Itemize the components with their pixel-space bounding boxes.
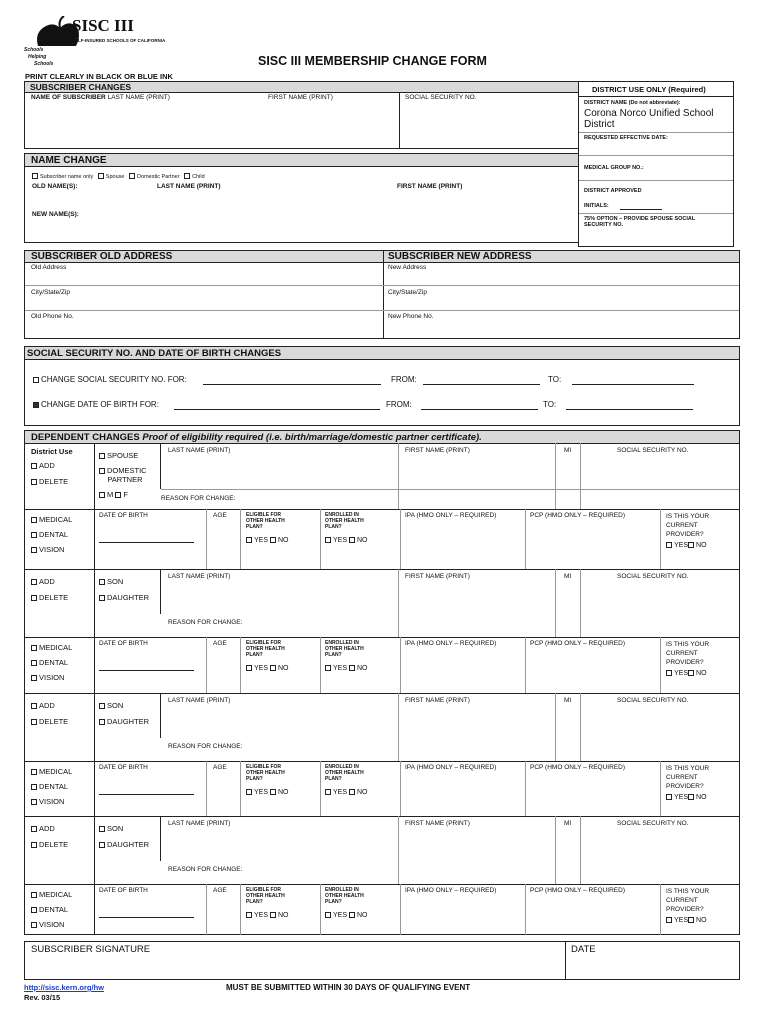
ssn-to-label: TO:	[548, 375, 562, 384]
checkbox-icon	[99, 842, 105, 848]
checkbox-icon	[31, 479, 37, 485]
print-note: PRINT CLEARLY IN BLACK OR BLUE INK	[25, 72, 173, 81]
dependent-3-vision[interactable]: VISION	[31, 797, 64, 806]
subscriber-last-name-input[interactable]	[30, 104, 395, 144]
dependent-4-add[interactable]: ADD	[31, 824, 55, 833]
change-dob-row: CHANGE DATE OF BIRTH FOR:	[33, 400, 159, 409]
logo-side-2: Helping	[28, 54, 47, 60]
checkbox-icon	[349, 537, 355, 543]
ssn-name-line[interactable]	[203, 384, 381, 385]
dependent-3-eligible: ELIGIBLE FOR OTHER HEALTH PLAN?	[246, 764, 285, 782]
option-child[interactable]: Child	[184, 174, 205, 180]
dependent-3-reason[interactable]: REASON FOR CHANGE:	[168, 743, 243, 750]
new-phone-field[interactable]: New Phone No.	[388, 313, 434, 320]
new-names-input[interactable]	[90, 205, 570, 235]
checkbox-icon	[31, 675, 37, 681]
dependent-3-delete[interactable]: DELETE	[31, 717, 68, 726]
checkbox-icon	[31, 532, 37, 538]
checkbox-icon[interactable]	[33, 377, 39, 383]
dependent-1-mi[interactable]: MI	[564, 447, 572, 454]
old-address-field[interactable]: Old Address	[31, 264, 67, 271]
dependent-heading: DEPENDENT CHANGES Proof of eligibility required (i.e. birth/marriage/domestic partner certificate).	[31, 432, 482, 443]
dependent-4-vision[interactable]: VISION	[31, 920, 64, 929]
dependent-2-dob: DATE OF BIRTH	[99, 640, 148, 647]
checkbox-icon	[31, 703, 37, 709]
dependent-2-last-name[interactable]: LAST NAME (PRINT)	[168, 573, 231, 580]
dependent-1-enrolled-yes-no[interactable]: YES NO	[325, 537, 367, 544]
dependent-4-dental[interactable]: DENTAL	[31, 905, 68, 914]
subscriber-ssn-label: SOCIAL SECURITY NO.	[405, 94, 477, 101]
dependent-4-last-name[interactable]: LAST NAME (PRINT)	[168, 820, 231, 827]
new-address-heading: SUBSCRIBER NEW ADDRESS	[388, 251, 532, 262]
checkbox-icon	[99, 492, 105, 498]
dependent-1-current: IS THIS YOUR CURRENT PROVIDER?	[666, 513, 710, 538]
dependent-3-ipa[interactable]: IPA (HMO ONLY – REQUIRED)	[405, 764, 497, 771]
checkbox-icon	[325, 789, 331, 795]
ssn-from-label: FROM:	[391, 375, 417, 384]
sisc-logo	[22, 14, 192, 70]
dependent-2-dental[interactable]: DENTAL	[31, 658, 68, 667]
checkbox-icon	[31, 892, 37, 898]
checkbox-icon	[98, 173, 104, 179]
dependent-2-son[interactable]: SON	[99, 577, 123, 586]
checkbox-icon	[184, 173, 190, 179]
dependent-3-son[interactable]: SON	[99, 701, 123, 710]
dependent-1-delete[interactable]: DELETE	[31, 477, 68, 486]
dependent-1-enrolled: ENROLLED IN OTHER HEALTH PLAN?	[325, 512, 364, 530]
dependent-3-first-name[interactable]: FIRST NAME (PRINT)	[405, 697, 470, 704]
dependent-4-first-name[interactable]: FIRST NAME (PRINT)	[405, 820, 470, 827]
dependent-4-dob-line[interactable]	[99, 917, 194, 918]
name-change-heading: NAME CHANGE	[31, 155, 107, 166]
dependent-3-last-name[interactable]: LAST NAME (PRINT)	[168, 697, 231, 704]
dependent-1-reason[interactable]: REASON FOR CHANGE:	[161, 495, 236, 502]
dependent-4-delete[interactable]: DELETE	[31, 840, 68, 849]
dependent-1-last-name[interactable]: LAST NAME (PRINT)	[168, 447, 231, 454]
initials-label: INITIALS:	[584, 203, 609, 209]
dependent-3-current: IS THIS YOUR CURRENT PROVIDER?	[666, 765, 710, 790]
checkbox-icon	[31, 547, 37, 553]
dependent-3-daughter[interactable]: DAUGHTER	[99, 717, 149, 726]
old-first-name-label: FIRST NAME (PRINT)	[397, 183, 463, 190]
dependent-2-medical[interactable]: MEDICAL	[31, 643, 72, 652]
dependent-1-gender[interactable]: M F	[99, 490, 128, 499]
dependent-1-dental[interactable]: DENTAL	[31, 530, 68, 539]
dependent-3-current-yes-no[interactable]: YES NO	[666, 794, 707, 801]
signature-label: SUBSCRIBER SIGNATURE	[31, 944, 151, 955]
checkbox-checked-icon[interactable]	[33, 402, 39, 408]
dependent-3-dob: DATE OF BIRTH	[99, 764, 148, 771]
checkbox-icon	[31, 719, 37, 725]
dob-from-line[interactable]	[421, 409, 538, 410]
checkbox-icon	[31, 922, 37, 928]
checkbox-icon	[99, 719, 105, 725]
old-phone-field[interactable]: Old Phone No.	[31, 313, 74, 320]
checkbox-icon	[31, 826, 37, 832]
dependent-1-spouse[interactable]: SPOUSE	[99, 451, 138, 460]
dependent-4-eligible-yes-no[interactable]: YES NO	[246, 912, 288, 919]
checkbox-icon	[31, 784, 37, 790]
dependent-3-mi[interactable]: MI	[564, 697, 572, 704]
dependent-2-eligible: ELIGIBLE FOR OTHER HEALTH PLAN?	[246, 640, 285, 658]
name-change-options	[32, 173, 205, 180]
checkbox-icon	[31, 463, 37, 469]
checkbox-icon	[246, 537, 252, 543]
submission-notice: MUST BE SUBMITTED WITHIN 30 DAYS OF QUALIFYING EVENT	[226, 983, 471, 992]
logo-tagline: SELF-INSURED SCHOOLS OF CALIFORNIA	[72, 38, 166, 43]
dependent-1-ipa[interactable]: IPA (HMO ONLY – REQUIRED)	[405, 512, 497, 519]
checkbox-icon	[31, 660, 37, 666]
checkbox-icon	[270, 665, 276, 671]
checkbox-icon	[666, 917, 672, 923]
dependent-2-age[interactable]: AGE	[213, 640, 227, 647]
dependent-1-age[interactable]: AGE	[213, 512, 227, 519]
dependent-4-ipa[interactable]: IPA (HMO ONLY – REQUIRED)	[405, 887, 497, 894]
subscriber-ssn-input[interactable]	[403, 104, 573, 144]
checkbox-icon	[349, 665, 355, 671]
checkbox-icon	[246, 789, 252, 795]
dependent-1-first-name[interactable]: FIRST NAME (PRINT)	[405, 447, 470, 454]
checkbox-icon	[246, 912, 252, 918]
checkbox-icon	[270, 789, 276, 795]
dependent-4-pcp[interactable]: PCP (HMO ONLY – REQUIRED)	[530, 887, 625, 894]
checkbox-icon	[99, 453, 105, 459]
initials-line[interactable]	[620, 209, 662, 210]
checkbox-icon	[270, 912, 276, 918]
dependent-2-enrolled-yes-no[interactable]: YES NO	[325, 665, 367, 672]
effective-date-label: REQUESTED EFFECTIVE DATE:	[584, 135, 668, 141]
logo-side-1: Schools	[24, 47, 44, 53]
dependent-4-son[interactable]: SON	[99, 824, 123, 833]
dependent-1-medical[interactable]: MEDICAL	[31, 515, 72, 524]
new-names-label: NEW NAME(S):	[32, 211, 79, 218]
checkbox-icon	[349, 789, 355, 795]
dependent-3-eligible-yes-no[interactable]: YES NO	[246, 789, 288, 796]
new-city-field[interactable]: City/State/Zip	[388, 289, 428, 296]
checkbox-icon	[31, 645, 37, 651]
checkbox-icon	[31, 595, 37, 601]
dependent-3-pcp[interactable]: PCP (HMO ONLY – REQUIRED)	[530, 764, 625, 771]
medical-group-label: MEDICAL GROUP NO.:	[584, 165, 644, 171]
checkbox-icon	[688, 794, 694, 800]
dependent-2-pcp[interactable]: PCP (HMO ONLY – REQUIRED)	[530, 640, 625, 647]
dependent-3-add[interactable]: ADD	[31, 701, 55, 710]
option-spouse[interactable]: Spouse	[98, 174, 125, 180]
dependent-3-ssn[interactable]: SOCIAL SECURITY NO.	[617, 697, 689, 704]
dependent-1-dob-line[interactable]	[99, 542, 194, 543]
form-title: SISC III MEMBERSHIP CHANGE FORM	[258, 54, 487, 68]
dependent-3-enrolled-yes-no[interactable]: YES NO	[325, 789, 367, 796]
dependent-4-eligible: ELIGIBLE FOR OTHER HEALTH PLAN?	[246, 887, 285, 905]
option-subscriber[interactable]: Subscriber name only	[32, 174, 93, 180]
dependent-3-dob-line[interactable]	[99, 794, 194, 795]
checkbox-icon	[31, 579, 37, 585]
checkbox-icon	[270, 537, 276, 543]
dependent-2-dob-line[interactable]	[99, 670, 194, 671]
checkbox-icon	[99, 826, 105, 832]
dependent-4-enrolled-yes-no[interactable]: YES NO	[325, 912, 367, 919]
checkbox-icon	[129, 173, 135, 179]
dependent-4-medical[interactable]: MEDICAL	[31, 890, 72, 899]
dob-to-line[interactable]	[566, 409, 693, 410]
dob-from-label: FROM:	[386, 400, 412, 409]
dependent-2-ssn[interactable]: SOCIAL SECURITY NO.	[617, 573, 689, 580]
checkbox-icon	[31, 907, 37, 913]
checkbox-icon	[246, 665, 252, 671]
dependent-section	[24, 430, 740, 935]
dependent-4-current: IS THIS YOUR CURRENT PROVIDER?	[666, 888, 710, 913]
dependent-4-age[interactable]: AGE	[213, 887, 227, 894]
website-link[interactable]: http://sisc.kern.org/hw	[24, 983, 105, 992]
address-section	[24, 250, 740, 339]
dependent-2-current-yes-no[interactable]: YES NO	[666, 670, 707, 677]
subscriber-heading: SUBSCRIBER CHANGES	[30, 82, 132, 92]
revision-label: Rev. 03/15	[24, 993, 61, 1002]
change-ssn-row: CHANGE SOCIAL SECURITY NO. FOR:	[33, 375, 187, 384]
dependent-1-domestic-partner[interactable]: DOMESTIC PARTNER	[99, 466, 147, 484]
checkbox-icon	[99, 468, 105, 474]
dependent-1-eligible-yes-no[interactable]: YES NO	[246, 537, 288, 544]
option-domestic-partner[interactable]: Domestic Partner	[129, 174, 180, 180]
date-label: DATE	[571, 944, 596, 955]
checkbox-icon	[325, 665, 331, 671]
checkbox-icon	[325, 537, 331, 543]
dependent-4-ssn[interactable]: SOCIAL SECURITY NO.	[617, 820, 689, 827]
checkbox-icon	[688, 670, 694, 676]
dependent-2-first-name[interactable]: FIRST NAME (PRINT)	[405, 573, 470, 580]
subscriber-name-label: NAME OF SUBSCRIBER LAST NAME (PRINT)	[31, 94, 170, 101]
new-address-field[interactable]: New Address	[388, 264, 427, 271]
dependent-2-add[interactable]: ADD	[31, 577, 55, 586]
dependent-3-age[interactable]: AGE	[213, 764, 227, 771]
logo-name: SISC III	[72, 16, 134, 35]
dependent-2-vision[interactable]: VISION	[31, 673, 64, 682]
dependent-1-vision[interactable]: VISION	[31, 545, 64, 554]
dependent-1-eligible: ELIGIBLE FOR OTHER HEALTH PLAN?	[246, 512, 285, 530]
subscriber-first-label: FIRST NAME (PRINT)	[268, 94, 333, 101]
dependent-1-ssn[interactable]: SOCIAL SECURITY NO.	[617, 447, 689, 454]
checkbox-icon	[31, 799, 37, 805]
dependent-3-dental[interactable]: DENTAL	[31, 782, 68, 791]
old-city-field[interactable]: City/State/Zip	[31, 289, 71, 296]
checkbox-icon	[666, 542, 672, 548]
dob-name-line[interactable]	[174, 409, 380, 410]
ssn-dob-heading: SOCIAL SECURITY NO. AND DATE OF BIRTH CHANGES	[27, 348, 282, 359]
old-names-label: OLD NAME(S):	[32, 183, 78, 190]
dependent-1-pcp[interactable]: PCP (HMO ONLY – REQUIRED)	[530, 512, 625, 519]
checkbox-icon	[99, 595, 105, 601]
dependent-4-mi[interactable]: MI	[564, 820, 572, 827]
dependent-2-daughter[interactable]: DAUGHTER	[99, 593, 149, 602]
checkbox-icon	[31, 842, 37, 848]
ssn-from-line[interactable]	[423, 384, 540, 385]
checkbox-icon	[666, 670, 672, 676]
dependent-1-current-yes-no[interactable]: YES NO	[666, 542, 707, 549]
district-name-label: DISTRICT NAME (Do not abbreviate):	[584, 100, 681, 106]
checkbox-icon	[32, 173, 38, 179]
old-address-heading: SUBSCRIBER OLD ADDRESS	[31, 251, 173, 262]
checkbox-icon	[349, 912, 355, 918]
checkbox-icon	[325, 912, 331, 918]
dependent-1-dob: DATE OF BIRTH	[99, 512, 148, 519]
dependent-4-current-yes-no[interactable]: YES NO	[666, 917, 707, 924]
checkbox-icon	[688, 542, 694, 548]
dependent-4-enrolled: ENROLLED IN OTHER HEALTH PLAN?	[325, 887, 364, 905]
dependent-2-enrolled: ENROLLED IN OTHER HEALTH PLAN?	[325, 640, 364, 658]
dob-to-label: TO:	[543, 400, 557, 409]
dependent-4-daughter[interactable]: DAUGHTER	[99, 840, 149, 849]
district-heading: DISTRICT USE ONLY (Required)	[592, 85, 706, 94]
dependent-2-eligible-yes-no[interactable]: YES NO	[246, 665, 288, 672]
old-last-name-label: LAST NAME (PRINT)	[157, 183, 221, 190]
logo-side-3: Schools	[34, 61, 54, 67]
checkbox-icon	[31, 517, 37, 523]
dependent-2-mi[interactable]: MI	[564, 573, 572, 580]
district-use-label: District Use	[31, 447, 73, 456]
checkbox-icon	[666, 794, 672, 800]
option-label: 75% OPTION – PROVIDE SPOUSE SOCIAL SECURITY NO.	[584, 216, 696, 228]
dependent-3-enrolled: ENROLLED IN OTHER HEALTH PLAN?	[325, 764, 364, 782]
dependent-4-dob: DATE OF BIRTH	[99, 887, 148, 894]
dependent-2-reason[interactable]: REASON FOR CHANGE:	[168, 619, 243, 626]
checkbox-icon	[115, 492, 121, 498]
dependent-4-reason[interactable]: REASON FOR CHANGE:	[168, 866, 243, 873]
checkbox-icon	[99, 703, 105, 709]
ssn-to-line[interactable]	[572, 384, 694, 385]
checkbox-icon	[688, 917, 694, 923]
dependent-1-add[interactable]: ADD	[31, 461, 55, 470]
dependent-2-ipa[interactable]: IPA (HMO ONLY – REQUIRED)	[405, 640, 497, 647]
dependent-3-medical[interactable]: MEDICAL	[31, 767, 72, 776]
checkbox-icon	[31, 769, 37, 775]
dependent-2-delete[interactable]: DELETE	[31, 593, 68, 602]
district-approved-label: DISTRICT APPROVED	[584, 188, 642, 194]
dependent-2-current: IS THIS YOUR CURRENT PROVIDER?	[666, 641, 710, 666]
checkbox-icon	[99, 579, 105, 585]
district-name-value[interactable]: Corona Norco Unified School District	[584, 108, 714, 130]
